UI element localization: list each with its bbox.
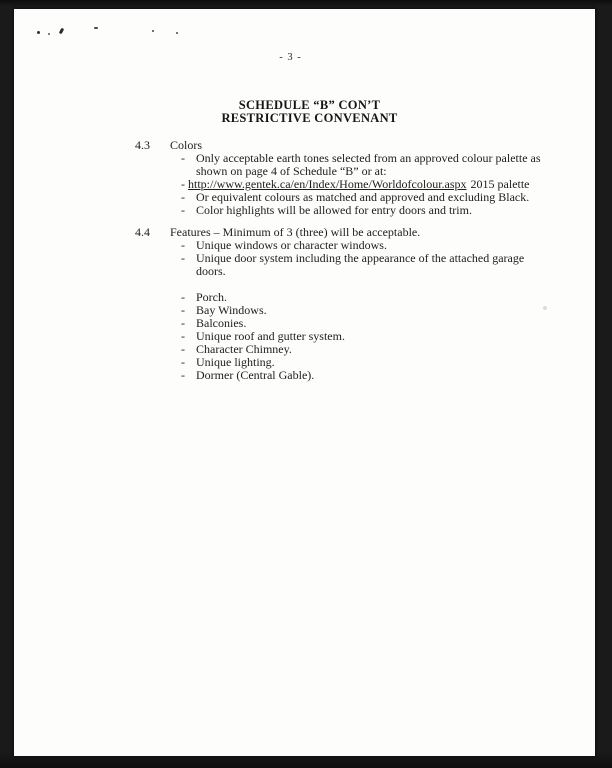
feature-text: Balconies. [196,316,247,330]
feature-text: Dormer (Central Gable). [196,368,315,382]
url-suffix-text: 2015 palette [470,177,530,191]
bullet-dash: - [181,151,185,165]
scan-speck [176,32,178,34]
section-heading: Features – Minimum of 3 (three) will be acceptable. [170,225,421,239]
bullet-dash: - [181,290,185,304]
bullet-text: Unique door system including the appearance of the attached garage [196,251,525,265]
bullet-text: shown on page 4 of Schedule “B” or at: [196,164,387,178]
document-title [19,99,600,125]
bullet-text: doors. [196,264,226,278]
bullet-line-continuation [14,265,595,278]
title-line-2: RESTRICTIVE CONVENANT [221,111,398,125]
scanned-page [14,9,595,756]
bullet-dash: - [181,342,185,356]
bullet-text: Only acceptable earth tones selected from an approved colour palette as [196,151,541,165]
section-heading: Colors [170,138,203,152]
scan-speck [94,27,98,29]
section-number: 4.3 [135,138,150,152]
feature-text: Bay Windows. [196,303,267,317]
feature-item [14,291,595,304]
bullet-text: Unique windows or character windows. [196,238,387,252]
scan-speck [48,33,50,35]
feature-text: Character Chimney. [196,342,292,356]
feature-item [14,343,595,356]
bullet-line [14,204,595,217]
bullet-dash: - [181,316,185,330]
bullet-dash: - [181,303,185,317]
bullet-line [14,252,595,265]
page-number: - 3 - [279,52,302,63]
gentek-colour-link[interactable]: http://www.gentek.ca/en/Index/Home/Worldofcolour.aspx [188,177,467,191]
bullet-text: Color highlights will be allowed for entry doors and trim. [196,203,472,217]
bullet-dash: - [181,177,185,191]
bullet-dash: - [181,251,185,265]
bullet-dash: - [181,238,185,252]
feature-item [14,330,595,343]
feature-item [14,304,595,317]
bullet-dash: - [181,368,185,382]
feature-text: Unique lighting. [196,355,275,369]
bullet-dash: - [181,329,185,343]
bullet-dash: - [181,355,185,369]
feature-text: Unique roof and gutter system. [196,329,345,343]
bullet-dash: - [181,203,185,217]
feature-text: Porch. [196,290,227,304]
scan-speck [59,28,64,35]
bullet-dash: - [181,190,185,204]
page-number-row [0,47,581,65]
feature-item [14,369,595,382]
scan-speck [37,31,40,34]
section-number: 4.4 [135,225,150,239]
scan-speck [152,30,154,32]
bullet-text: Or equivalent colours as matched and approved and excluding Black. [196,190,530,204]
title-line-1: SCHEDULE “B” CON’T [238,98,381,112]
